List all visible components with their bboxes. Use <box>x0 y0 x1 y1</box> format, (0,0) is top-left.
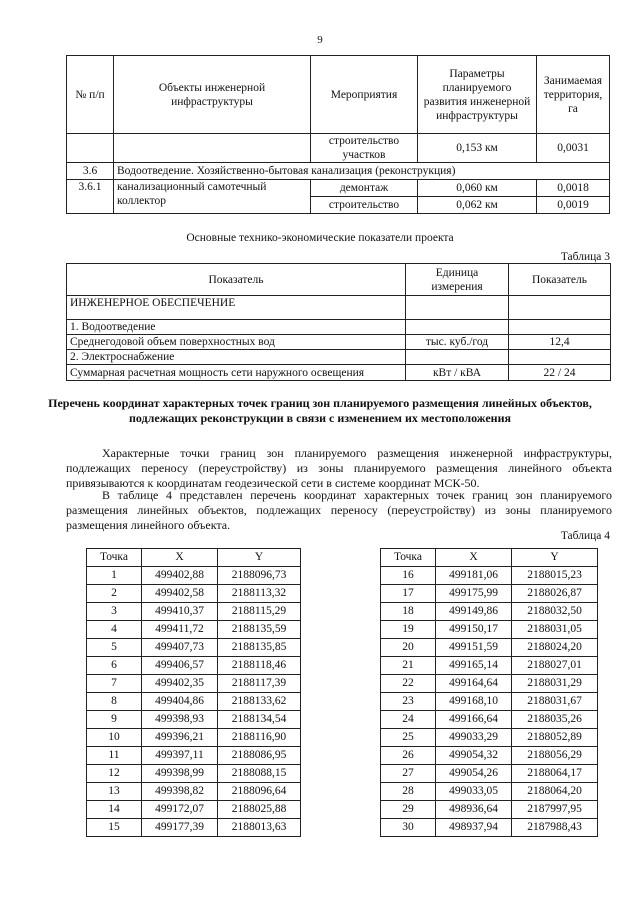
col-header-unit: Единица измерения <box>406 264 509 296</box>
cell-x: 499164,64 <box>436 675 512 693</box>
cell-point: 29 <box>381 801 436 819</box>
cell-y: 2188025,88 <box>218 801 301 819</box>
cell-point: 7 <box>87 675 142 693</box>
cell-point: 5 <box>87 639 142 657</box>
col-header-object: Объекты инженерной инфраструктуры <box>114 56 311 134</box>
cell-point: 28 <box>381 783 436 801</box>
cell-object: канализационный самотечный коллектор <box>114 180 311 214</box>
cell-point: 8 <box>87 693 142 711</box>
cell-action: демонтаж <box>311 180 418 197</box>
cell-indicator: ИНЖЕНЕРНОЕ ОБЕСПЕЧЕНИЕ <box>67 296 406 320</box>
cell-indicator: 1. Водоотведение <box>67 320 406 335</box>
cell-point: 19 <box>381 621 436 639</box>
cell-y: 2188133,62 <box>218 693 301 711</box>
table3-label: Таблица 3 <box>560 251 610 263</box>
cell-x: 499181,06 <box>436 567 512 585</box>
cell-param: 0,062 км <box>418 197 537 214</box>
cell-x: 499398,82 <box>142 783 218 801</box>
table-row <box>381 747 598 765</box>
section-row: Водоотведение. Хозяйственно-бытовая канализация (реконструкция) <box>114 163 610 180</box>
cell-action: строительство участков <box>311 134 418 163</box>
cell-point: 4 <box>87 621 142 639</box>
cell-point: 24 <box>381 711 436 729</box>
table-row <box>381 675 598 693</box>
table-row <box>87 783 301 801</box>
cell-unit: тыс. куб./год <box>406 335 509 350</box>
cell-num <box>67 134 114 163</box>
coord-col-header: X <box>436 549 512 567</box>
table-row <box>87 765 301 783</box>
cell-point: 25 <box>381 729 436 747</box>
cell-value: 12,4 <box>509 335 611 350</box>
cell-x: 499149,86 <box>436 603 512 621</box>
cell-y: 2188027,01 <box>512 657 598 675</box>
cell-point: 27 <box>381 765 436 783</box>
cell-y: 2188064,20 <box>512 783 598 801</box>
cell-x: 499396,21 <box>142 729 218 747</box>
infrastructure-table <box>66 55 610 214</box>
cell-y: 2188015,23 <box>512 567 598 585</box>
table-row <box>87 639 301 657</box>
cell-area: 0,0018 <box>537 180 610 197</box>
cell-y: 2188013,63 <box>218 819 301 837</box>
cell-point: 13 <box>87 783 142 801</box>
cell-y: 2188118,46 <box>218 657 301 675</box>
cell-x: 499410,37 <box>142 603 218 621</box>
cell-y: 2188135,59 <box>218 621 301 639</box>
cell-x: 499397,11 <box>142 747 218 765</box>
table-row <box>381 783 598 801</box>
cell-y: 2188096,73 <box>218 567 301 585</box>
table-row <box>381 693 598 711</box>
cell-y: 2188116,90 <box>218 729 301 747</box>
cell-indicator: Суммарная расчетная мощность сети наружного освещения <box>67 365 406 381</box>
cell-point: 2 <box>87 585 142 603</box>
coordinates-table-left <box>86 548 301 837</box>
cell-y: 2188032,50 <box>512 603 598 621</box>
cell-x: 499175,99 <box>436 585 512 603</box>
cell-point: 11 <box>87 747 142 765</box>
cell-unit <box>406 350 509 365</box>
col-header-param: Параметры планируемого развития инженерной инфраструктуры <box>418 56 537 134</box>
cell-point: 10 <box>87 729 142 747</box>
coord-col-header: Точка <box>87 549 142 567</box>
cell-y: 2188113,32 <box>218 585 301 603</box>
paragraph-1: Характерные точки границ зон планируемого размещения инженерной инфраструктуры, подлежащих переносу (переустройству) из зоны планируемого размещения линейного объекта привязываются к координатам геодезической сети в системе координат МСК-50. <box>66 446 612 490</box>
coord-col-header: Точка <box>381 549 436 567</box>
cell-point: 18 <box>381 603 436 621</box>
table-row <box>87 675 301 693</box>
table-row <box>381 819 598 837</box>
coord-col-header: X <box>142 549 218 567</box>
cell-area: 0,0019 <box>537 197 610 214</box>
cell-num: 3.6 <box>67 163 114 180</box>
cell-x: 499168,10 <box>436 693 512 711</box>
cell-point: 26 <box>381 747 436 765</box>
cell-x: 499150,17 <box>436 621 512 639</box>
cell-y: 2188031,05 <box>512 621 598 639</box>
cell-x: 499402,58 <box>142 585 218 603</box>
cell-value <box>509 350 611 365</box>
page-number: 9 <box>317 34 323 46</box>
table-row <box>87 747 301 765</box>
cell-point: 9 <box>87 711 142 729</box>
cell-point: 12 <box>87 765 142 783</box>
table-row <box>87 657 301 675</box>
cell-area: 0,0031 <box>537 134 610 163</box>
cell-num: 3.6.1 <box>67 180 114 214</box>
table-row <box>87 621 301 639</box>
table-row <box>87 819 301 837</box>
cell-x: 499033,29 <box>436 729 512 747</box>
cell-x: 499033,05 <box>436 783 512 801</box>
cell-x: 499054,32 <box>436 747 512 765</box>
table4-label: Таблица 4 <box>560 530 610 542</box>
cell-indicator: Среднегодовой объем поверхностных вод <box>67 335 406 350</box>
cell-y: 2187988,43 <box>512 819 598 837</box>
cell-x: 499411,72 <box>142 621 218 639</box>
cell-unit <box>406 320 509 335</box>
cell-x: 499407,73 <box>142 639 218 657</box>
cell-unit <box>406 296 509 320</box>
cell-x: 499398,93 <box>142 711 218 729</box>
cell-y: 2188135,85 <box>218 639 301 657</box>
cell-value: 22 / 24 <box>509 365 611 381</box>
table-row <box>381 711 598 729</box>
cell-point: 20 <box>381 639 436 657</box>
coordinates-table-right <box>380 548 598 837</box>
table-row <box>87 801 301 819</box>
table3-caption: Основные технико-экономические показатели проекта <box>186 232 454 244</box>
col-header-value: Показатель <box>509 264 611 296</box>
coord-header-row <box>87 549 301 567</box>
table-row <box>87 567 301 585</box>
cell-point: 6 <box>87 657 142 675</box>
cell-x: 499398,99 <box>142 765 218 783</box>
cell-x: 498936,64 <box>436 801 512 819</box>
col-header-num: № п/п <box>67 56 114 134</box>
cell-x: 498937,94 <box>436 819 512 837</box>
cell-x: 499404,86 <box>142 693 218 711</box>
cell-y: 2188035,26 <box>512 711 598 729</box>
table-row <box>381 801 598 819</box>
cell-y: 2188115,29 <box>218 603 301 621</box>
cell-y: 2188096,64 <box>218 783 301 801</box>
cell-y: 2187997,95 <box>512 801 598 819</box>
cell-y: 2188134,54 <box>218 711 301 729</box>
cell-point: 14 <box>87 801 142 819</box>
col-header-indicator: Показатель <box>67 264 406 296</box>
table-row <box>87 693 301 711</box>
table-row <box>87 711 301 729</box>
cell-x: 499402,88 <box>142 567 218 585</box>
cell-x: 499406,57 <box>142 657 218 675</box>
table-row <box>381 585 598 603</box>
table-row <box>381 765 598 783</box>
cell-point: 30 <box>381 819 436 837</box>
section-title: Перечень координат характерных точек границ зон планируемого размещения линейных объектов, подлежащих реконструкции в связи с изменением их местоположения <box>48 396 592 425</box>
table-row <box>87 729 301 747</box>
table-row <box>381 729 598 747</box>
cell-point: 22 <box>381 675 436 693</box>
col-header-area: Занимаемая территория, га <box>537 56 610 134</box>
cell-x: 499166,64 <box>436 711 512 729</box>
cell-y: 2188031,67 <box>512 693 598 711</box>
cell-param: 0,153 км <box>418 134 537 163</box>
cell-param: 0,060 км <box>418 180 537 197</box>
cell-point: 1 <box>87 567 142 585</box>
cell-value <box>509 320 611 335</box>
cell-x: 499165,14 <box>436 657 512 675</box>
cell-value <box>509 296 611 320</box>
cell-y: 2188088,15 <box>218 765 301 783</box>
cell-y: 2188031,29 <box>512 675 598 693</box>
cell-x: 499172,07 <box>142 801 218 819</box>
table-row <box>381 621 598 639</box>
cell-x: 499402,35 <box>142 675 218 693</box>
cell-object <box>114 134 311 163</box>
table-row <box>87 603 301 621</box>
cell-point: 15 <box>87 819 142 837</box>
cell-unit: кВт / кВА <box>406 365 509 381</box>
cell-y: 2188052,89 <box>512 729 598 747</box>
table-row <box>381 603 598 621</box>
cell-point: 23 <box>381 693 436 711</box>
col-header-action: Мероприятия <box>311 56 418 134</box>
cell-x: 499054,26 <box>436 765 512 783</box>
table-row <box>381 567 598 585</box>
paragraph-2: В таблице 4 представлен перечень координат характерных точек границ зон планируемого размещения линейных объектов, подлежащих переносу (переустройству) из зоны планируемого размещения линейного объекта. <box>66 488 612 532</box>
cell-x: 499177,39 <box>142 819 218 837</box>
cell-y: 2188086,95 <box>218 747 301 765</box>
cell-point: 3 <box>87 603 142 621</box>
table-row <box>87 585 301 603</box>
indicators-table <box>66 263 611 381</box>
table-row <box>381 657 598 675</box>
cell-x: 499151,59 <box>436 639 512 657</box>
cell-point: 17 <box>381 585 436 603</box>
cell-y: 2188056,29 <box>512 747 598 765</box>
cell-y: 2188026,87 <box>512 585 598 603</box>
coord-col-header: Y <box>218 549 301 567</box>
cell-y: 2188024,20 <box>512 639 598 657</box>
cell-point: 21 <box>381 657 436 675</box>
cell-y: 2188117,39 <box>218 675 301 693</box>
table-row <box>381 639 598 657</box>
cell-point: 16 <box>381 567 436 585</box>
cell-indicator: 2. Электроснабжение <box>67 350 406 365</box>
cell-action: строительство <box>311 197 418 214</box>
cell-y: 2188064,17 <box>512 765 598 783</box>
coord-col-header: Y <box>512 549 598 567</box>
coord-header-row <box>381 549 598 567</box>
